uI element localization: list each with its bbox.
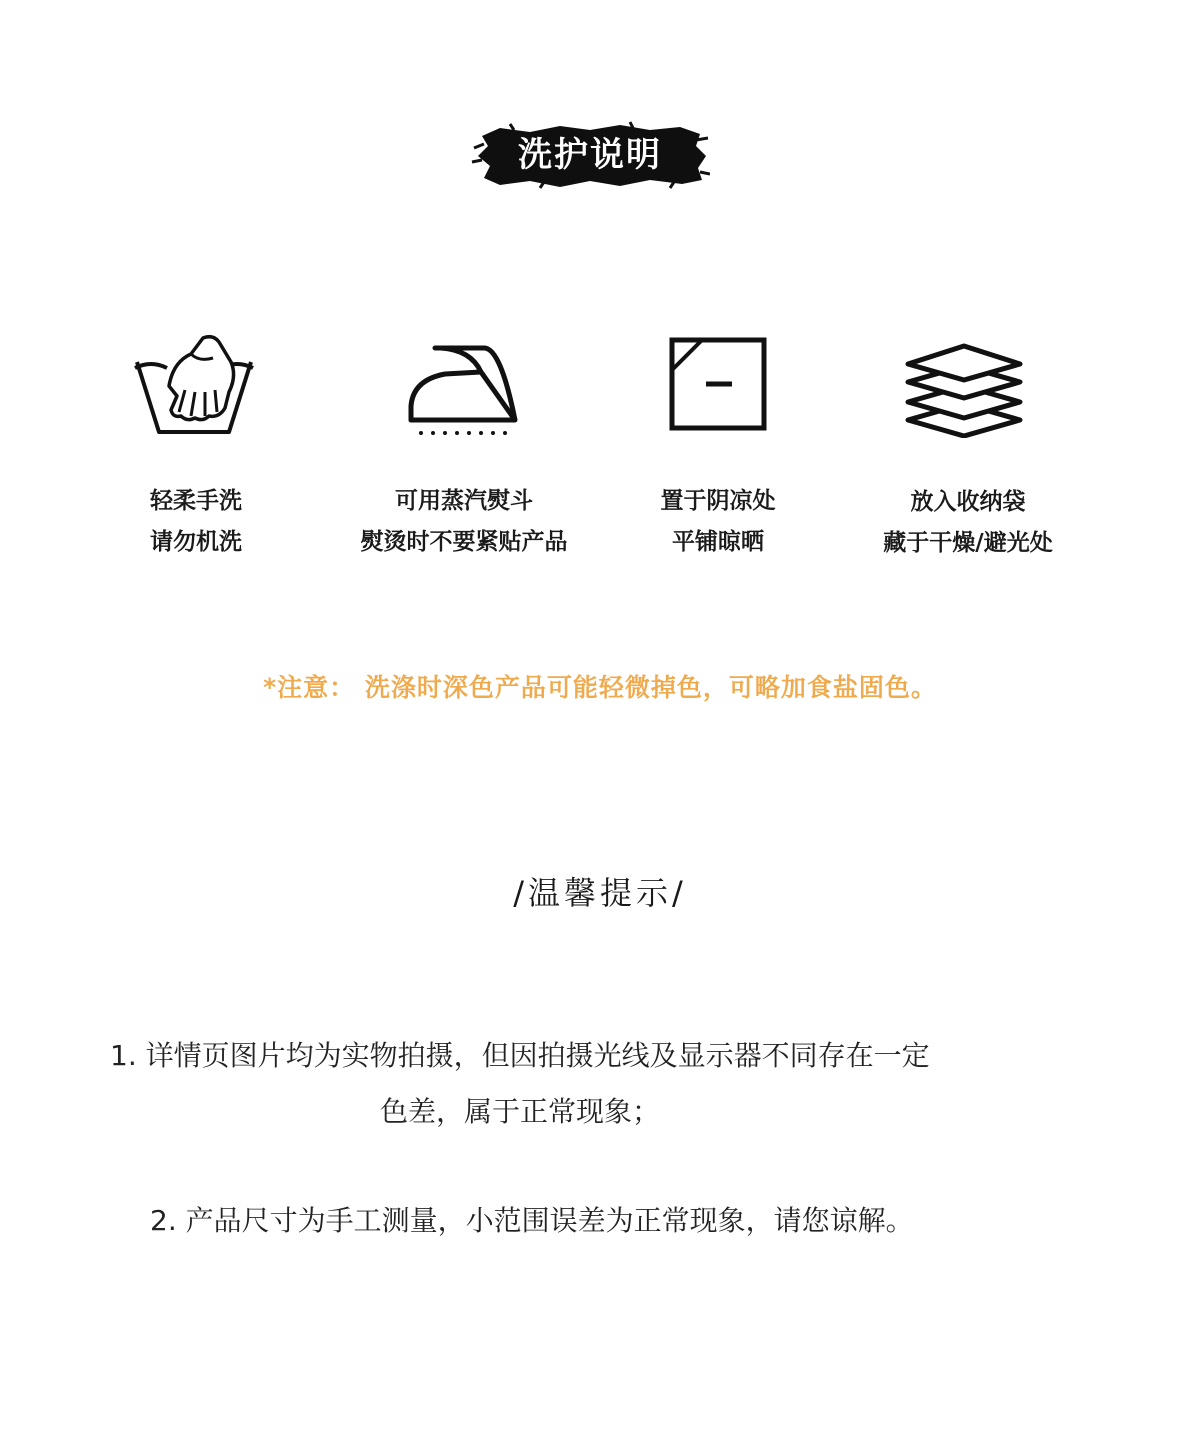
- caption-line: 藏于干燥/避光处: [883, 530, 1053, 556]
- tip-line: 2. 产品尺寸为手工测量，小范围误差为正常现象，请您谅解。: [150, 1204, 914, 1237]
- tip-line: 1. 详情页图片均为实物拍摄，但因拍摄光线及显示器不同存在一定: [110, 1039, 930, 1072]
- caption-line: 置于阴凉处: [660, 488, 776, 514]
- hand-wash-icon: [133, 332, 255, 440]
- caption-line: 轻柔手洗: [150, 488, 242, 514]
- tip-item-2: [150, 1193, 1050, 1249]
- caption-line: 平铺晾晒: [672, 529, 764, 555]
- steam-iron-icon: [405, 340, 521, 440]
- care-caption-hand-wash: [96, 481, 296, 563]
- care-caption-dry-flat: [618, 481, 818, 563]
- tip-item-1: [110, 1028, 1090, 1140]
- care-title-badge: [470, 118, 710, 192]
- caption-line: 请勿机洗: [150, 529, 242, 555]
- caption-line: 放入收纳袋: [910, 489, 1026, 515]
- care-notice: *注意： 洗涤时深色产品可能轻微掉色，可略加食盐固色。: [263, 673, 937, 702]
- tips-heading: /温馨提示/: [513, 874, 687, 912]
- stacked-storage-icon: [904, 342, 1024, 438]
- caption-line: 熨烫时不要紧贴产品: [360, 529, 568, 555]
- care-caption-storage: [848, 482, 1088, 564]
- tip-line: 色差，属于正常现象；: [379, 1095, 660, 1128]
- care-title: 洗护说明: [518, 135, 662, 175]
- care-caption-steam-iron: [324, 481, 604, 563]
- caption-line: 可用蒸汽熨斗: [395, 488, 533, 514]
- dry-flat-shade-icon: [668, 336, 768, 432]
